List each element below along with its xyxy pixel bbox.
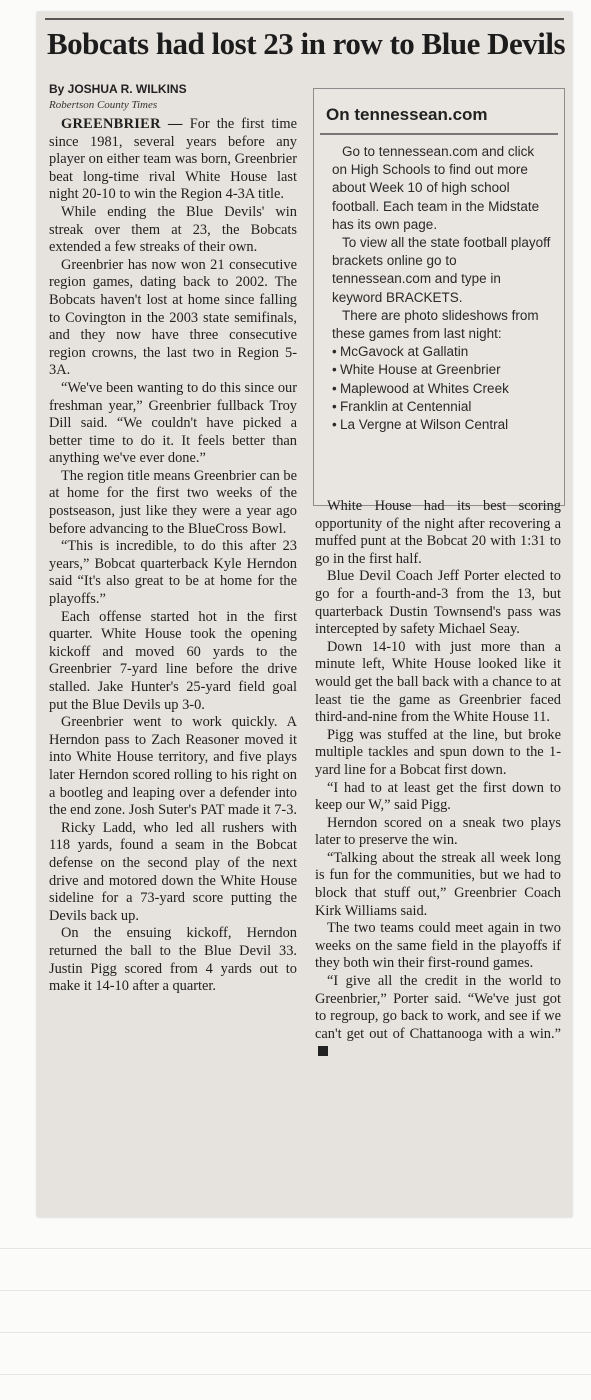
list-item: • Franklin at Centennial xyxy=(332,398,552,416)
article-paragraph: Greenbrier went to work quickly. A Herndon pass to Zach Reasoner moved it into White House territory, and five plays later Herndon scored rolling to his right on a bootleg and leaping over a defender into the end zone. Josh Suter's PAT made it 7-3. xyxy=(49,714,298,819)
byline-credit: Robertson County Times xyxy=(49,99,158,111)
top-rule xyxy=(45,18,564,20)
article-left-column xyxy=(49,116,297,996)
article-paragraph: Blue Devil Coach Jeff Porter elected to go for a fourth-and-3 from the 13, but quarterback Dustin Townsend's pass was intercepted by safety Michael Seay. xyxy=(315,568,561,638)
paper-rule xyxy=(0,1248,591,1249)
article-paragraph xyxy=(315,973,561,1061)
paper-rule xyxy=(0,1332,591,1333)
sidebar-title: On tennessean.com xyxy=(326,105,488,124)
article-paragraph: The two teams could meet again in two weeks on the same field in the playoffs if they both win their first-round games. xyxy=(315,920,561,972)
article-paragraph: Each offense started hot in the first quarter. White House took the opening kickoff and moved 60 yards to the Greenbrier 7-yard line before the drive stalled. Jake Hunter's 25-yard field goal put the Blue Devils up 3-0. xyxy=(49,608,297,713)
sidebar-paragraph: To view all the state football playoff brackets online go to tennessean.com and type in keyword BRACKETS. xyxy=(332,235,551,305)
dateline: GREENBRIER — xyxy=(61,116,183,132)
lead-paragraph xyxy=(49,116,297,204)
sidebar-rule xyxy=(320,133,558,135)
list-item: • La Vergne at Wilson Central xyxy=(332,416,552,434)
tennessean-sidebar-box xyxy=(313,88,565,506)
article-paragraph: While ending the Blue Devils' win streak over them at 23, the Bobcats extended a few streaks of their own. xyxy=(49,203,297,256)
sidebar-paragraph: There are photo slideshows from these games from last night: xyxy=(332,307,539,342)
paper-rule xyxy=(0,1290,591,1291)
sidebar-body xyxy=(332,143,552,434)
end-of-story-mark-icon xyxy=(318,1046,328,1056)
article-paragraph: Herndon scored on a sneak two plays later to preserve the win. xyxy=(315,814,561,849)
list-item: • McGavock at Gallatin xyxy=(332,343,552,361)
article-paragraph: Down 14-10 with just more than a minute left, White House looked like it would get the ball back with a chance to at least tie the game as Greenbrier faced third-and-nine from the White House 11. xyxy=(315,638,561,726)
closing-quote: “I give all the credit in the world to Greenbrier,” Porter said. “We've just got to regroup, go back to work, and see if we can't get out of Chattanooga with a win.” xyxy=(315,973,561,1042)
article-paragraph: “Talking about the streak all week long is fun for the communities, but we had to block that stuff out,” Greenbrier Coach Kirk Williams said. xyxy=(315,849,561,919)
byline: By JOSHUA R. WILKINS xyxy=(49,82,187,96)
slideshow-game-list xyxy=(332,343,552,434)
article-paragraph: “This is incredible, to do this after 23 years,” Bobcat quarterback Kyle Herndon said “It's also great to be at home for the playoffs.” xyxy=(49,538,297,608)
list-item: • Maplewood at Whites Creek xyxy=(332,380,552,398)
lead-text: For the first time since 1981, several years before any player on either team was born, Greenbrier beat long-time rival White House last night 20-10 to win the Region 4-3A title. xyxy=(49,116,297,203)
article-paragraph: “We've been wanting to do this since our freshman year,” Greenbrier fullback Troy Dill said. “We couldn't have picked a better time to do it. It feels better than anything we've ever done.” xyxy=(49,379,297,467)
headline: Bobcats had lost 23 in row to Blue Devils xyxy=(47,26,566,61)
newspaper-clipping xyxy=(37,12,572,1217)
article-paragraph: Ricky Ladd, who led all rushers with 118 yards, found a seam in the Bobcat defense on the second play of the next drive and motored down the White House sideline for a 73-yard score putting the Devils back up. xyxy=(49,819,297,924)
article-paragraph: White House had its best scoring opportunity of the night after recovering a muffed punt at the Bobcat 20 with 1:31 to go in the first half. xyxy=(315,498,561,567)
article-paragraph: The region title means Greenbrier can be at home for the first two weeks of the postseason, just like they were a year ago before advancing to the BlueCross Bowl. xyxy=(49,467,297,537)
list-item: • White House at Greenbrier xyxy=(332,361,552,379)
paper-rule xyxy=(0,1374,591,1375)
article-paragraph: On the ensuing kickoff, Herndon returned the ball to the Blue Devil 33. Justin Pigg scored from 4 yards out to make it 14-10 after a quarter. xyxy=(49,925,297,995)
article-paragraph: Pigg was stuffed at the line, but broke multiple tackles and spun down to the 1-yard line for a Bobcat first down. xyxy=(315,726,561,778)
article-paragraph: “I had to at least get the first down to keep our W,” said Pigg. xyxy=(315,779,561,814)
article-paragraph: Greenbrier has now won 21 consecutive region games, dating back to 2002. The Bobcats haven't lost at home since falling to Covington in the 2003 state semifinals, and they now have three consecutive region crowns, the last two in Region 5-3A. xyxy=(49,256,297,379)
sidebar-paragraph: Go to tennessean.com and click on High Schools to find out more about Week 10 of high school football. Each team in the Midstate has its own page. xyxy=(332,144,540,232)
article-right-column xyxy=(315,498,561,1061)
